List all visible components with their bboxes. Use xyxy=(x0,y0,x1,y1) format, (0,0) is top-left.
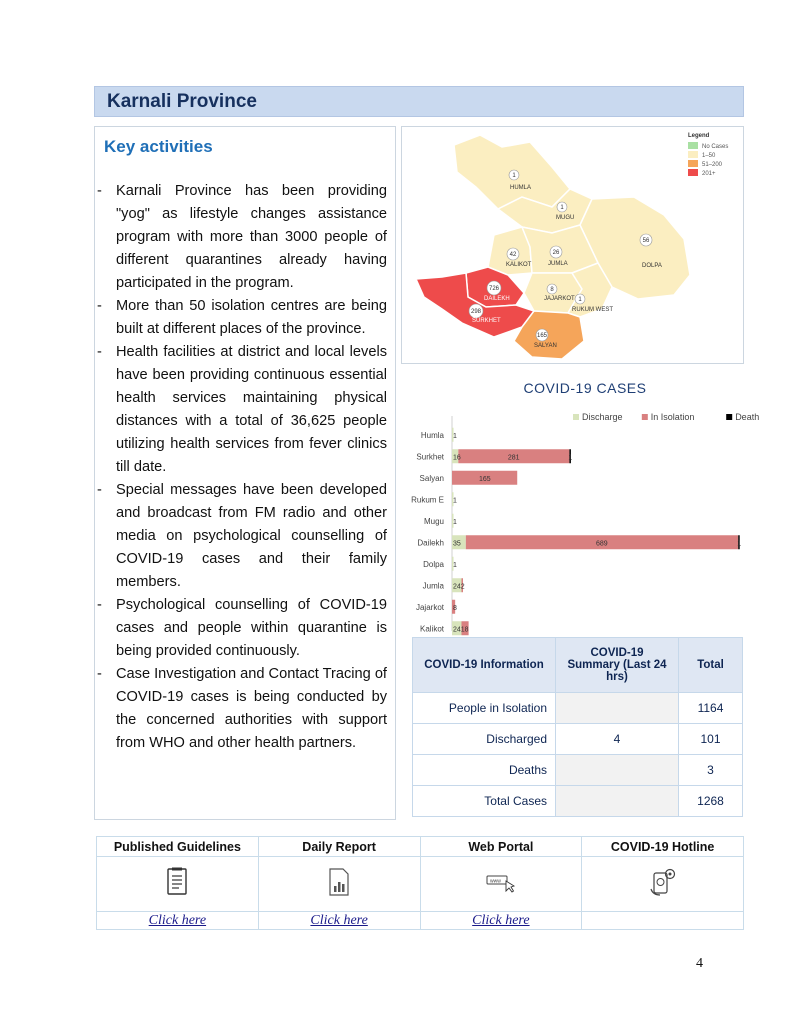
summary-header-total: Total xyxy=(679,638,743,693)
covid-cases-bar-chart xyxy=(401,402,760,634)
district-label: JAJARKOT xyxy=(544,296,575,302)
legend-swatch xyxy=(642,414,648,420)
hotline-icon-cell[interactable] xyxy=(582,857,744,912)
summary-total: 1164 xyxy=(679,693,743,724)
legend-swatch-51-200 xyxy=(688,160,698,167)
bar-data-label: 1 xyxy=(453,561,457,569)
legend-label: 51–200 xyxy=(702,162,723,168)
district-count: 1 xyxy=(512,173,516,179)
district-count: 26 xyxy=(552,250,560,256)
district-label: DOLPA xyxy=(642,263,662,269)
report-chart-icon[interactable] xyxy=(328,868,350,896)
bar-data-label: 281 xyxy=(507,454,520,462)
district-count: 56 xyxy=(642,238,650,244)
summary-last24 xyxy=(556,755,679,786)
legend-label: 201+ xyxy=(702,171,716,177)
bar-data-label: 1 xyxy=(568,454,573,462)
district-count: 1 xyxy=(578,297,582,303)
district-label: SURKHET xyxy=(472,318,501,324)
legend-label: Discharge xyxy=(582,412,623,422)
summary-label: People in Isolation xyxy=(413,693,556,724)
district-count: 8 xyxy=(550,287,554,293)
guidelines-icon-cell[interactable] xyxy=(97,857,259,912)
activity-item: - Karnali Province has been providing "yog" as lifestyle changes assistance program with more than 3000 people of different quarantines already having participated in the program. xyxy=(97,180,387,295)
summary-header-last24: COVID-19 Summary (Last 24 hrs) xyxy=(556,638,679,693)
hotline-phone-icon[interactable] xyxy=(648,867,678,897)
summary-last24 xyxy=(556,786,679,817)
district-label: JUMLA xyxy=(548,261,568,267)
summary-label: Discharged xyxy=(413,724,556,755)
report-link-cell[interactable] xyxy=(258,912,420,930)
bar-data-label: 35 xyxy=(453,540,461,548)
summary-label: Total Cases xyxy=(413,786,556,817)
category-tick-label: Jumla xyxy=(422,581,444,591)
category-tick-label: Salyan xyxy=(419,473,444,483)
category-tick-label: Kalikot xyxy=(419,624,444,634)
summary-last24 xyxy=(556,693,679,724)
category-tick-label: Dolpa xyxy=(423,559,444,569)
legend-swatch xyxy=(573,414,579,420)
district-label: DAILEKH xyxy=(484,296,510,302)
bar-data-label: 1 xyxy=(737,540,742,548)
resources-icon-row xyxy=(97,857,744,912)
district-count: 298 xyxy=(470,309,482,315)
district-count: 42 xyxy=(509,252,517,258)
resources-header-row xyxy=(97,837,744,857)
summary-header-info: COVID-19 Information xyxy=(413,638,556,693)
key-activities-list xyxy=(97,180,387,755)
district-count: 726 xyxy=(488,286,500,292)
summary-total: 101 xyxy=(679,724,743,755)
activity-item: - More than 50 isolation centres are being built at different places of the province. xyxy=(97,295,387,341)
category-tick-label: Rukum E xyxy=(411,495,444,505)
daily-report-link[interactable]: Click here xyxy=(310,912,368,928)
district-count: 1 xyxy=(560,205,564,211)
bar-data-label: 1 xyxy=(453,518,457,526)
legend-swatch-no-cases xyxy=(688,142,698,149)
province-map xyxy=(401,126,744,364)
guidelines-document-icon[interactable] xyxy=(166,867,188,897)
category-tick-label: Mugu xyxy=(423,516,444,526)
legend-swatch xyxy=(726,414,732,420)
guidelines-link-cell[interactable] xyxy=(97,912,259,930)
svg-text:www: www xyxy=(489,878,501,884)
web-portal-link[interactable]: Click here xyxy=(472,912,530,928)
legend-label: 1–50 xyxy=(702,153,716,159)
bar-data-label: 8 xyxy=(453,604,457,612)
page-number: 4 xyxy=(696,956,703,971)
category-tick-label: Jajarkot xyxy=(415,602,444,612)
bar-data-label: 242 xyxy=(453,583,465,591)
key-activities-heading: Key activities xyxy=(104,137,213,156)
bar-data-label: 165 xyxy=(479,475,491,483)
resource-title: Published Guidelines xyxy=(97,837,259,857)
bar-data-label: 1 xyxy=(453,432,457,440)
district-label: SALYAN xyxy=(534,343,557,349)
resources-table xyxy=(96,836,744,930)
web-portal-cursor-icon[interactable] xyxy=(486,872,516,892)
bar-data-label: 2418 xyxy=(453,626,469,634)
district-map-svg xyxy=(402,127,745,365)
resource-title: Daily Report xyxy=(258,837,420,857)
activity-item: - Psychological counselling of COVID-19 cases and people within quarantine is being provided continuously. xyxy=(97,594,387,663)
bar-data-label: 689 xyxy=(596,540,608,548)
summary-total: 3 xyxy=(679,755,743,786)
resource-title: Web Portal xyxy=(420,837,582,857)
report-icon-cell[interactable] xyxy=(258,857,420,912)
table-row xyxy=(413,755,743,786)
legend-label: In Isolation xyxy=(650,412,695,422)
district-count: 165 xyxy=(536,333,548,339)
table-row xyxy=(413,724,743,755)
web-portal-link-cell[interactable] xyxy=(420,912,582,930)
map-legend xyxy=(688,133,728,177)
province-header xyxy=(94,86,744,117)
activity-item: - Health facilities at district and local levels have been providing continuous essential health services maintaining physical distances with a total of 36,625 people utilizing health services from fever clinics till date. xyxy=(97,341,387,479)
bar-data-label: 1 xyxy=(453,497,457,505)
activity-item: - Case Investigation and Contact Tracing of COVID-19 cases is being conducted by the concerned authorities with support from WHO and other health partners. xyxy=(97,663,387,755)
district-label: RUKUM WEST xyxy=(572,307,613,313)
covid-summary-table xyxy=(412,637,743,817)
category-tick-label: Surkhet xyxy=(416,452,444,462)
chart-title: COVID-19 CASES xyxy=(523,380,647,396)
activity-item: - Special messages have been developed and broadcast from FM radio and other media on psychological counselling of COVID-19 cases and their family members. xyxy=(97,479,387,594)
legend-label: Death xyxy=(735,412,760,422)
district-label: MUGU xyxy=(556,215,575,221)
province-title: Karnali Province xyxy=(107,91,257,112)
resources-link-row xyxy=(97,912,744,930)
legend-swatch-1-50 xyxy=(688,151,698,158)
summary-last24: 4 xyxy=(556,724,679,755)
key-activities-panel xyxy=(94,126,396,820)
bar-data-label: 16 xyxy=(453,454,461,462)
legend-title: Legend xyxy=(688,133,710,139)
district-label: KALIKOT xyxy=(506,262,532,268)
summary-header-row xyxy=(413,638,743,693)
resource-title: COVID-19 Hotline xyxy=(582,837,744,857)
summary-label: Deaths xyxy=(413,755,556,786)
guidelines-link[interactable]: Click here xyxy=(148,912,207,928)
web-portal-icon-cell[interactable] xyxy=(420,857,582,912)
legend-label: No Cases xyxy=(702,144,729,150)
summary-total: 1268 xyxy=(679,786,743,817)
hotline-link-cell xyxy=(582,912,744,930)
table-row xyxy=(413,693,743,724)
category-tick-label: Dailekh xyxy=(417,538,444,548)
legend-swatch-201-plus xyxy=(688,169,698,176)
category-tick-label: Humla xyxy=(420,430,444,440)
district-label: HUMLA xyxy=(510,185,532,191)
table-row xyxy=(413,786,743,817)
